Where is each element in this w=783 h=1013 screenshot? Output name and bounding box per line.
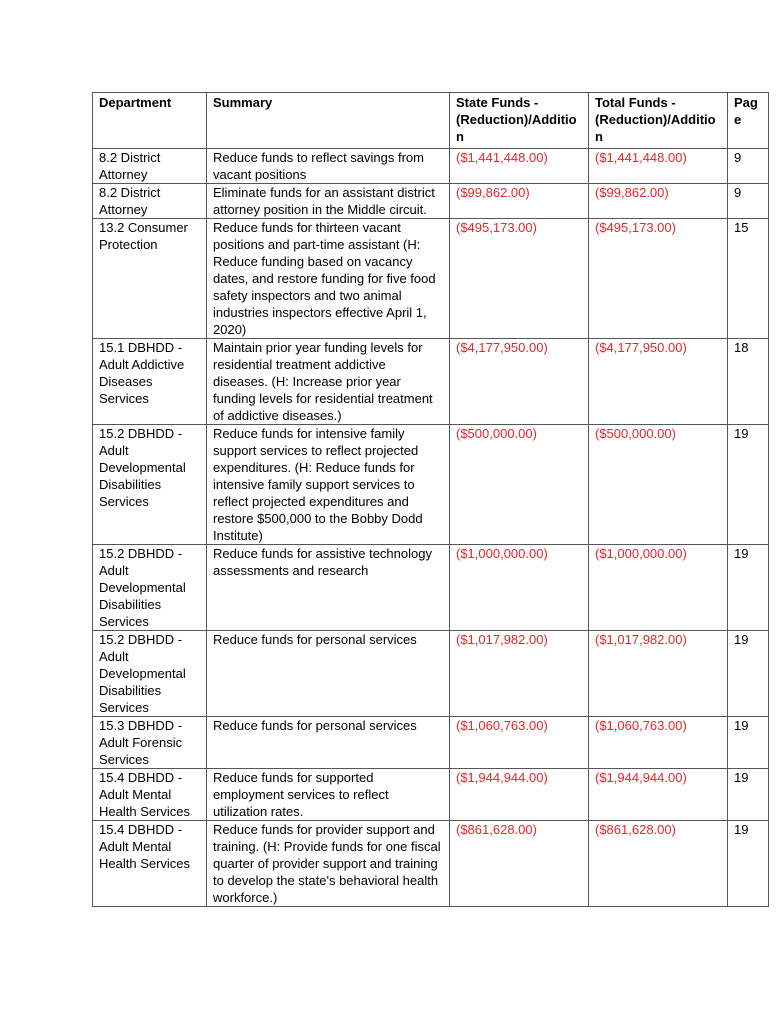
summary-cell: Reduce funds for provider support and training. (H: Provide funds for one fiscal quarter of provider support and training to develop the state's behavioral health workforce.) (207, 821, 450, 907)
summary-cell: Reduce funds to reflect savings from vacant positions (207, 149, 450, 184)
department-cell: 15.2 DBHDD - Adult Developmental Disabilities Services (93, 631, 207, 717)
state-funds-cell: ($861,628.00) (450, 821, 589, 907)
total-funds-cell: ($1,441,448.00) (589, 149, 728, 184)
page-cell: 19 (728, 821, 769, 907)
header-summary: Summary (207, 93, 450, 149)
total-funds-cell: ($99,862.00) (589, 184, 728, 219)
page-cell: 19 (728, 717, 769, 769)
page-cell: 18 (728, 339, 769, 425)
department-cell: 8.2 District Attorney (93, 184, 207, 219)
total-funds-cell: ($495,173.00) (589, 219, 728, 339)
summary-cell: Reduce funds for intensive family support services to reflect projected expenditures. (H: Reduce funds for intensive family support services to reflect projected expenditures and restore $500,000 to the Bobby Dodd Institute) (207, 425, 450, 545)
page-cell: 15 (728, 219, 769, 339)
department-cell: 15.4 DBHDD - Adult Mental Health Services (93, 769, 207, 821)
state-funds-cell: ($500,000.00) (450, 425, 589, 545)
header-state-funds: State Funds - (Reduction)/Addition (450, 93, 589, 149)
table-row (93, 339, 769, 425)
total-funds-cell: ($4,177,950.00) (589, 339, 728, 425)
department-cell: 15.2 DBHDD - Adult Developmental Disabilities Services (93, 545, 207, 631)
state-funds-cell: ($1,441,448.00) (450, 149, 589, 184)
table-row (93, 769, 769, 821)
table-header-row (93, 93, 769, 149)
header-department: Department (93, 93, 207, 149)
state-funds-cell: ($4,177,950.00) (450, 339, 589, 425)
summary-cell: Reduce funds for personal services (207, 631, 450, 717)
total-funds-cell: ($1,060,763.00) (589, 717, 728, 769)
department-cell: 15.4 DBHDD - Adult Mental Health Services (93, 821, 207, 907)
budget-reduction-table (92, 92, 769, 907)
page-cell: 19 (728, 425, 769, 545)
summary-cell: Reduce funds for personal services (207, 717, 450, 769)
total-funds-cell: ($1,944,944.00) (589, 769, 728, 821)
header-total-funds: Total Funds - (Reduction)/Addition (589, 93, 728, 149)
state-funds-cell: ($1,000,000.00) (450, 545, 589, 631)
total-funds-cell: ($861,628.00) (589, 821, 728, 907)
page-cell: 9 (728, 149, 769, 184)
summary-cell: Reduce funds for thirteen vacant positions and part-time assistant (H: Reduce funding based on vacancy dates, and restore funding for five food safety inspectors and two animal industries inspectors effective April 1, 2020) (207, 219, 450, 339)
table-row (93, 149, 769, 184)
table-row (93, 631, 769, 717)
state-funds-cell: ($495,173.00) (450, 219, 589, 339)
state-funds-cell: ($1,944,944.00) (450, 769, 589, 821)
table-row (93, 184, 769, 219)
summary-cell: Eliminate funds for an assistant district attorney position in the Middle circuit. (207, 184, 450, 219)
table-row (93, 425, 769, 545)
state-funds-cell: ($99,862.00) (450, 184, 589, 219)
department-cell: 13.2 Consumer Protection (93, 219, 207, 339)
table-row (93, 545, 769, 631)
department-cell: 15.3 DBHDD - Adult Forensic Services (93, 717, 207, 769)
total-funds-cell: ($1,017,982.00) (589, 631, 728, 717)
state-funds-cell: ($1,017,982.00) (450, 631, 589, 717)
page-cell: 19 (728, 631, 769, 717)
department-cell: 15.1 DBHDD - Adult Addictive Diseases Services (93, 339, 207, 425)
total-funds-cell: ($500,000.00) (589, 425, 728, 545)
table-row (93, 821, 769, 907)
table-row (93, 219, 769, 339)
state-funds-cell: ($1,060,763.00) (450, 717, 589, 769)
summary-cell: Reduce funds for supported employment services to reflect utilization rates. (207, 769, 450, 821)
department-cell: 15.2 DBHDD - Adult Developmental Disabilities Services (93, 425, 207, 545)
page-cell: 19 (728, 545, 769, 631)
total-funds-cell: ($1,000,000.00) (589, 545, 728, 631)
summary-cell: Maintain prior year funding levels for residential treatment addictive diseases. (H: Increase prior year funding levels for residential treatment of addictive diseases.) (207, 339, 450, 425)
table-row (93, 717, 769, 769)
summary-cell: Reduce funds for assistive technology assessments and research (207, 545, 450, 631)
header-page: Page (728, 93, 769, 149)
page-cell: 9 (728, 184, 769, 219)
page-cell: 19 (728, 769, 769, 821)
department-cell: 8.2 District Attorney (93, 149, 207, 184)
